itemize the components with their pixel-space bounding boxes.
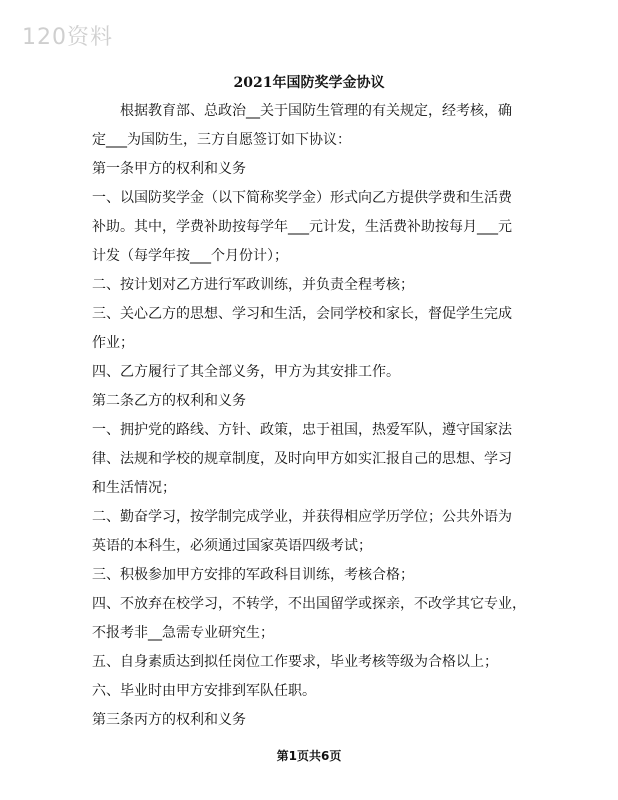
section-heading: 第三条丙方的权利和义务 — [92, 712, 246, 728]
paragraph-line: 四、不放弃在校学习，不转学，不出国留学或探亲，不改学其它专业， — [92, 596, 526, 612]
paragraph-line: 不报考非__急需专业研究生； — [92, 625, 274, 641]
section-heading: 第一条甲方的权利和义务 — [92, 161, 246, 177]
paragraph-line: 六、毕业时由甲方安排到军队任职。 — [92, 683, 316, 699]
paragraph-line: 二、按计划对乙方进行军政训练，并负责全程考核； — [92, 277, 414, 293]
watermark-logo: 120资料 — [22, 25, 113, 50]
paragraph-line: 作业； — [92, 335, 134, 351]
paragraph-line: 五、自身素质达到拟任岗位工作要求，毕业考核等级为合格以上； — [92, 654, 498, 670]
paragraph-line: 律、法规和学校的规章制度，及时向甲方如实汇报自己的思想、学习 — [92, 451, 512, 467]
paragraph-line: 补助。其中，学费补助按每学年___元计发，生活费补助按每月___元 — [92, 219, 512, 235]
paragraph-line: 定___为国防生，三方自愿签订如下协议： — [92, 132, 351, 148]
paragraph-line: 一、以国防奖学金（以下简称奖学金）形式向乙方提供学费和生活费 — [92, 190, 512, 206]
paragraph-line: 四、乙方履行了其全部义务，甲方为其安排工作。 — [92, 364, 400, 380]
paragraph-line: 和生活情况； — [92, 480, 176, 496]
paragraph-line: 二、勤奋学习，按学制完成学业，并获得相应学历学位；公共外语为 — [92, 509, 512, 525]
paragraph-line: 计发（每学年按___个月份计）； — [92, 248, 288, 264]
paragraph-line: 一、拥护党的路线、方针、政策，忠于祖国，热爱军队，遵守国家法 — [92, 422, 512, 438]
document-body — [92, 97, 532, 735]
paragraph-line: 英语的本科生，必须通过国家英语四级考试； — [92, 538, 372, 554]
section-heading: 第二条乙方的权利和义务 — [92, 393, 246, 409]
document-title: 2021年国防奖学金协议 — [233, 75, 385, 91]
paragraph-line: 三、关心乙方的思想、学习和生活，会同学校和家长，督促学生完成 — [92, 306, 512, 322]
page-number: 第1页共6页 — [276, 749, 342, 763]
paragraph-line: 三、积极参加甲方安排的军政科目训练，考核合格； — [92, 567, 414, 583]
paragraph-line: 根据教育部、总政治__关于国防生管理的有关规定，经考核，确 — [120, 103, 512, 119]
